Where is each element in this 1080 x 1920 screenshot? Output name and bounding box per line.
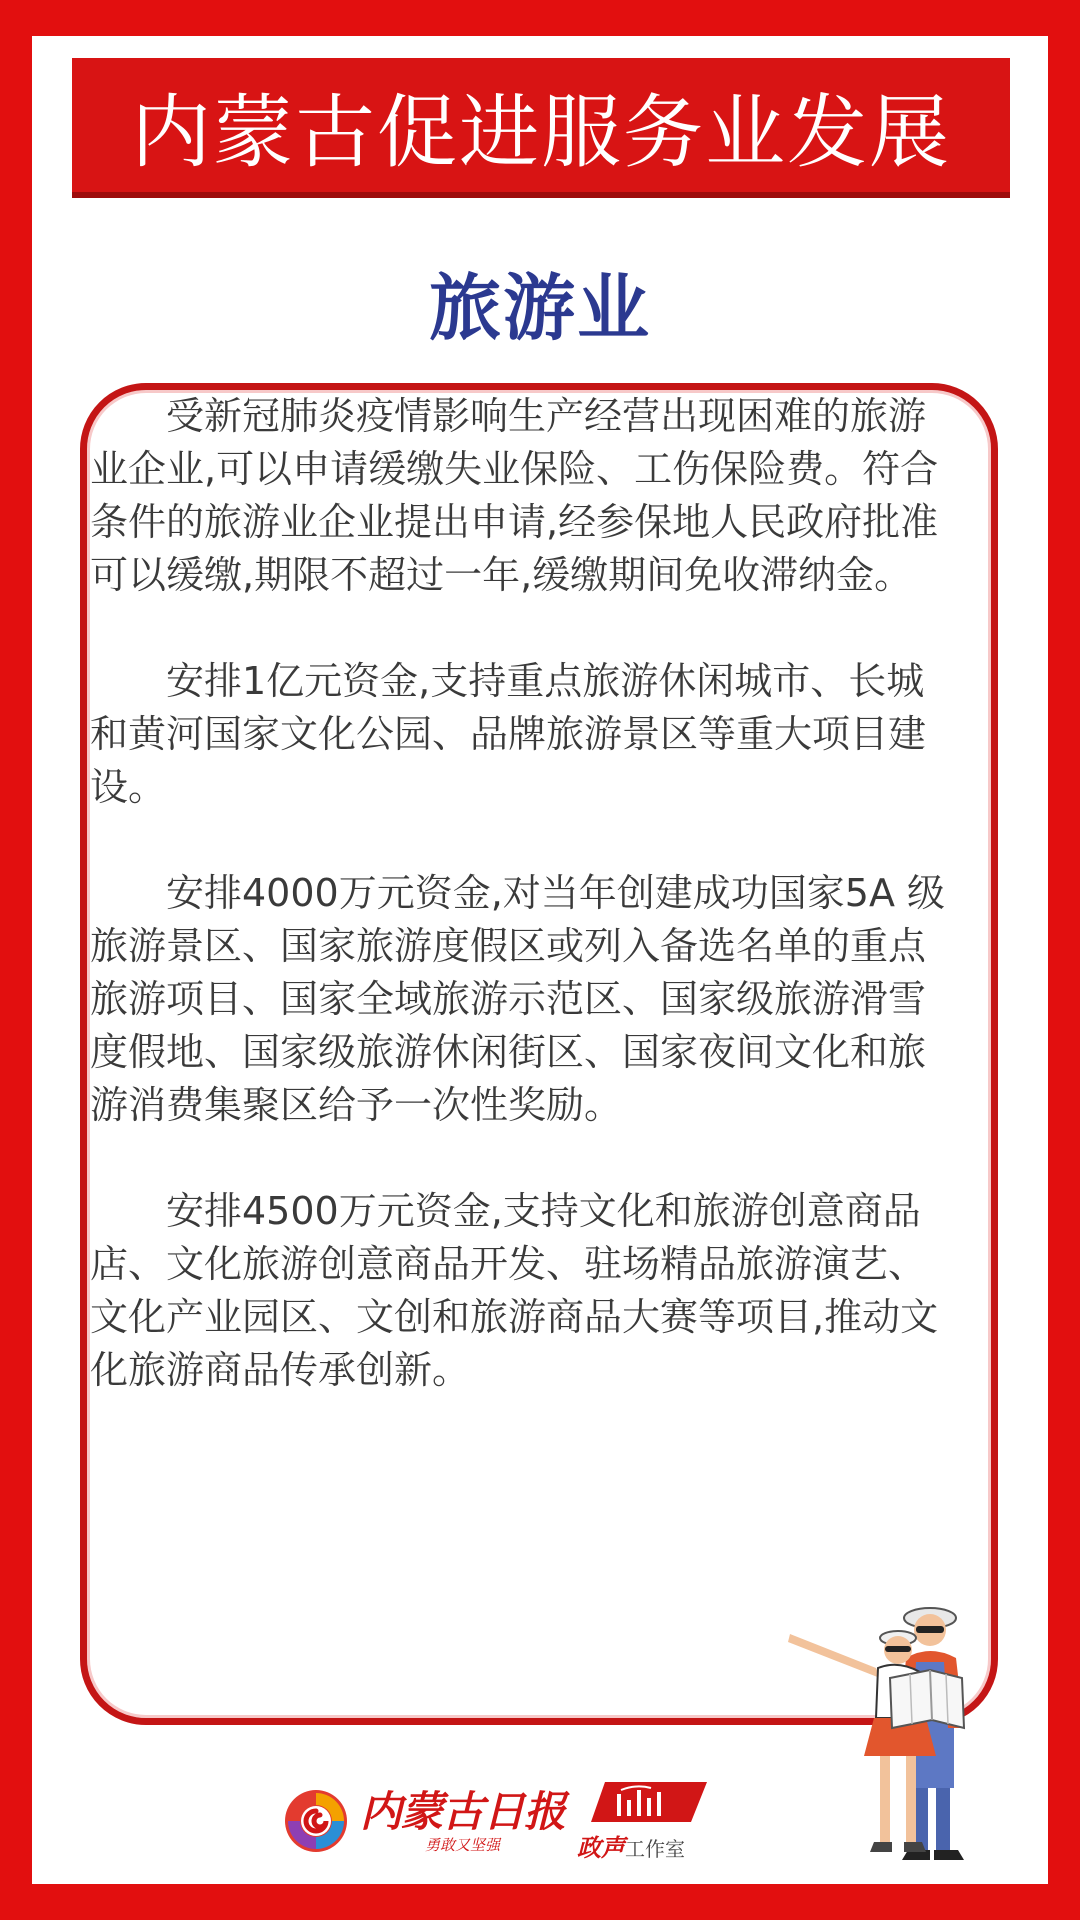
studio-name-light: 工作室 [625, 1837, 685, 1861]
newspaper-slogan: 勇敢又坚强 [425, 1836, 501, 1854]
article-body [90, 390, 960, 1397]
paragraph-2: 安排1亿元资金,支持重点旅游休闲城市、长城和黄河国家文化公园、品牌旅游景区等重大项目建设。 [90, 659, 927, 809]
header-banner [72, 58, 1010, 198]
swirl-logo-icon [282, 1787, 350, 1855]
newspaper-name: 内蒙古日报 [360, 1787, 566, 1836]
newspaper-logo [282, 1776, 565, 1866]
paragraph-3: 安排4000万元资金,对当年创建成功国家5A 级旅游景区、国家旅游度假区或列入备选名单的重点旅游项目、国家全域旅游示范区、国家级旅游滑雪度假地、国家级旅游休闲街区、国家夜间文化和旅游消费集聚区给予一次性奖励。 [90, 871, 946, 1127]
studio-name-strong: 政声 [577, 1834, 625, 1862]
page-title: 内蒙古促进服务业发展 [131, 85, 951, 179]
paragraph-1: 受新冠肺炎疫情影响生产经营出现困难的旅游业企业,可以申请缓缴失业保险、工伤保险费。符合条件的旅游业企业提出申请,经参保地人民政府批准可以缓缴,期限不超过一年,缓缴期间免收滞纳金。 [90, 394, 939, 597]
paragraph-4: 安排4500万元资金,支持文化和旅游创意商品店、文化旅游创意商品开发、驻场精品旅游演艺、文化产业园区、文创和旅游商品大赛等项目,推动文化旅游商品传承创新。 [90, 1189, 939, 1392]
studio-logo [577, 1780, 717, 1866]
flag-logo-icon [591, 1780, 709, 1824]
section-title: 旅游业 [428, 266, 651, 350]
tourists-with-map-illustration [780, 1578, 1030, 1868]
studio-name [577, 1828, 685, 1863]
